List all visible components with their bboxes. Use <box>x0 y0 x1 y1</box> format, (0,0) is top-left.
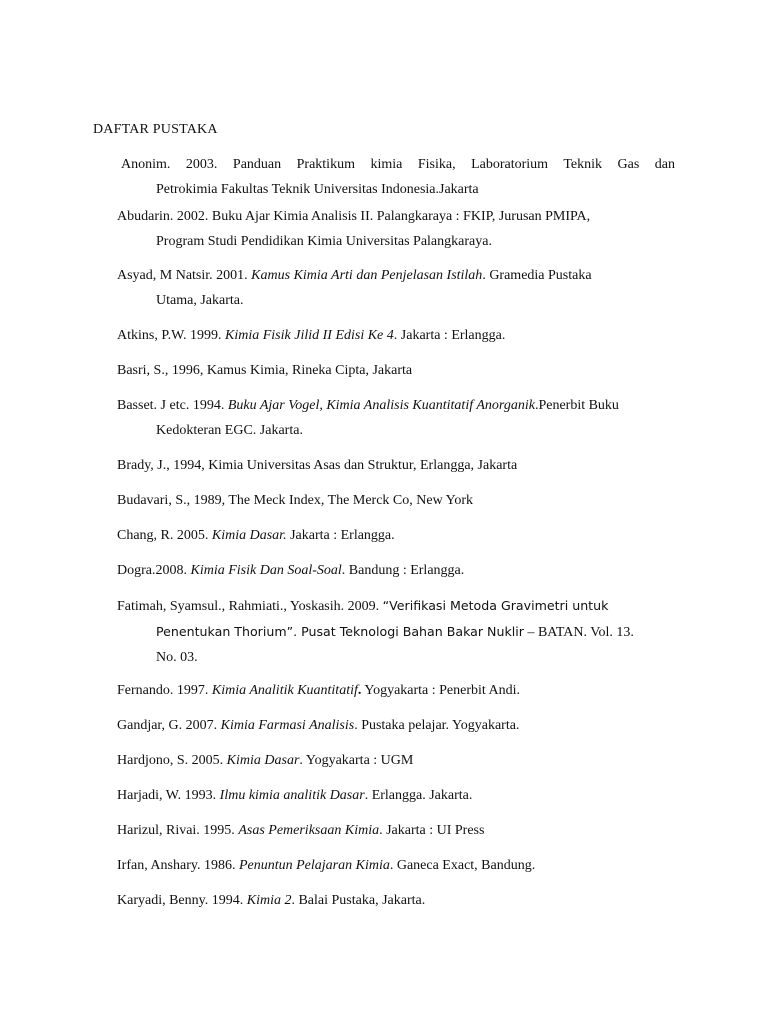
reference-entry <box>117 678 675 703</box>
reference-entry <box>117 818 675 843</box>
reference-entry <box>117 488 675 513</box>
reference-author-year: Gandjar, G. 2007. <box>117 718 221 733</box>
reference-line <box>117 888 675 913</box>
reference-title: Kimia Fisik Jilid II Edisi Ke 4 <box>225 328 394 343</box>
reference-entry <box>121 152 675 202</box>
reference-title: Kimia Dasar <box>226 753 300 768</box>
reference-entry <box>117 204 675 254</box>
reference-author-year: Chang, R. 2005. <box>117 528 212 543</box>
reference-publisher: . Pustaka pelajar. Yogyakarta. <box>354 718 520 733</box>
reference-line: Kedokteran EGC. Jakarta. <box>156 423 303 438</box>
reference-publisher: .Penerbit Buku <box>534 398 619 413</box>
reference-line: Abudarin. 2002. Buku Ajar Kimia Analisis II. Palangkaraya : FKIP, Jurusan PMIPA, <box>117 209 591 224</box>
reference-entry <box>117 558 675 583</box>
reference-entry <box>117 393 675 443</box>
reference-author-year: Karyadi, Benny. 1994. <box>117 893 247 908</box>
reference-publisher: . Ganeca Exact, Bandung. <box>389 858 536 873</box>
reference-line: Budavari, S., 1989, The Meck Index, The Merck Co, New York <box>117 493 474 508</box>
reference-author-year: Basset. J etc. 1994. <box>117 398 228 413</box>
reference-line <box>117 818 675 843</box>
reference-publisher: . Balai Pustaka, Jakarta. <box>291 893 426 908</box>
reference-author-year: Fernando. 1997. <box>117 683 212 698</box>
reference-entry <box>117 323 675 348</box>
reference-line: Brady, J., 1994, Kimia Universitas Asas dan Struktur, Erlangga, Jakarta <box>117 458 518 473</box>
reference-author-year: Asyad, M Natsir. 2001. <box>117 268 252 283</box>
reference-entry <box>117 523 675 548</box>
reference-publisher: . Erlangga. Jakarta. <box>364 788 473 803</box>
reference-title: Kimia 2 <box>246 893 292 908</box>
reference-line <box>117 558 675 583</box>
reference-title: Asas Pemeriksaan Kimia <box>238 823 380 838</box>
reference-punctuation: . <box>357 683 362 698</box>
reference-author-year: Atkins, P.W. 1999. <box>117 328 226 343</box>
page-title: DAFTAR PUSTAKA <box>93 122 218 137</box>
reference-author-year: Irfan, Anshary. 1986. <box>117 858 239 873</box>
reference-title: Penentukan Thorium”. Pusat Teknologi Bahan Bakar Nuklir <box>156 624 524 639</box>
reference-line <box>117 748 675 773</box>
reference-line <box>117 323 675 348</box>
reference-publisher: – BATAN. Vol. 13. <box>523 625 634 640</box>
reference-author-year: Fatimah, Syamsul., Rahmiati., Yoskasih. 2009. <box>117 599 383 614</box>
reference-title: Kimia Farmasi Analisis <box>220 718 355 733</box>
reference-line: Program Studi Pendidikan Kimia Universitas Palangkaraya. <box>156 234 492 249</box>
reference-line <box>117 393 675 418</box>
reference-entry <box>117 263 675 313</box>
reference-title: Kamus Kimia Arti dan Penjelasan Istilah <box>251 268 483 283</box>
reference-title: Ilmu kimia analitik Dasar <box>219 788 365 803</box>
reference-line <box>117 523 675 548</box>
reference-line: Basri, S., 1996, Kamus Kimia, Rineka Cipta, Jakarta <box>117 363 413 378</box>
reference-author-year: Hardjono, S. 2005. <box>117 753 227 768</box>
reference-entry <box>117 453 675 478</box>
reference-author-year: Dogra.2008. <box>117 563 191 578</box>
reference-publisher: . Bandung : Erlangga. <box>341 563 465 578</box>
reference-title: Kimia Dasar. <box>211 528 287 543</box>
reference-entry <box>117 748 675 773</box>
reference-entry <box>117 713 675 738</box>
reference-publisher: . Gramedia Pustaka <box>482 268 592 283</box>
reference-entry <box>117 593 675 670</box>
reference-title: “Verifikasi Metoda Gravimetri untuk <box>382 598 609 613</box>
reference-publisher: Jakarta : Erlangga. <box>286 528 395 543</box>
reference-title: Penuntun Pelajaran Kimia <box>238 858 390 873</box>
reference-line <box>117 783 675 808</box>
reference-author-year: Harjadi, W. 1993. <box>117 788 220 803</box>
reference-publisher: . Jakarta : UI Press <box>379 823 485 838</box>
reference-line <box>117 619 675 645</box>
reference-entry <box>117 853 675 878</box>
reference-line: Utama, Jakarta. <box>156 293 244 308</box>
reference-line <box>117 853 675 878</box>
reference-line: Anonim. 2003. Panduan Praktikum kimia Fisika, Laboratorium Teknik Gas dan <box>121 157 675 172</box>
reference-line <box>117 263 675 288</box>
reference-title: Kimia Fisik Dan Soal-Soal <box>190 563 342 578</box>
reference-title: Buku Ajar Vogel, Kimia Analisis Kuantitatif Anorganik <box>227 398 535 413</box>
reference-line <box>117 713 675 738</box>
reference-line: No. 03. <box>156 650 198 665</box>
reference-line <box>117 593 675 619</box>
reference-line <box>117 678 675 703</box>
reference-publisher: . Yogyakarta : UGM <box>299 753 414 768</box>
reference-title: Kimia Analitik Kuantitatif <box>211 683 358 698</box>
reference-entry <box>117 888 675 913</box>
reference-line: Petrokimia Fakultas Teknik Universitas Indonesia.Jakarta <box>156 182 479 197</box>
reference-publisher: . Jakarta : Erlangga. <box>393 328 506 343</box>
reference-entry <box>117 358 675 383</box>
reference-author-year: Harizul, Rivai. 1995. <box>117 823 239 838</box>
reference-entry <box>117 783 675 808</box>
reference-publisher: Yogyakarta : Penerbit Andi. <box>361 683 521 698</box>
